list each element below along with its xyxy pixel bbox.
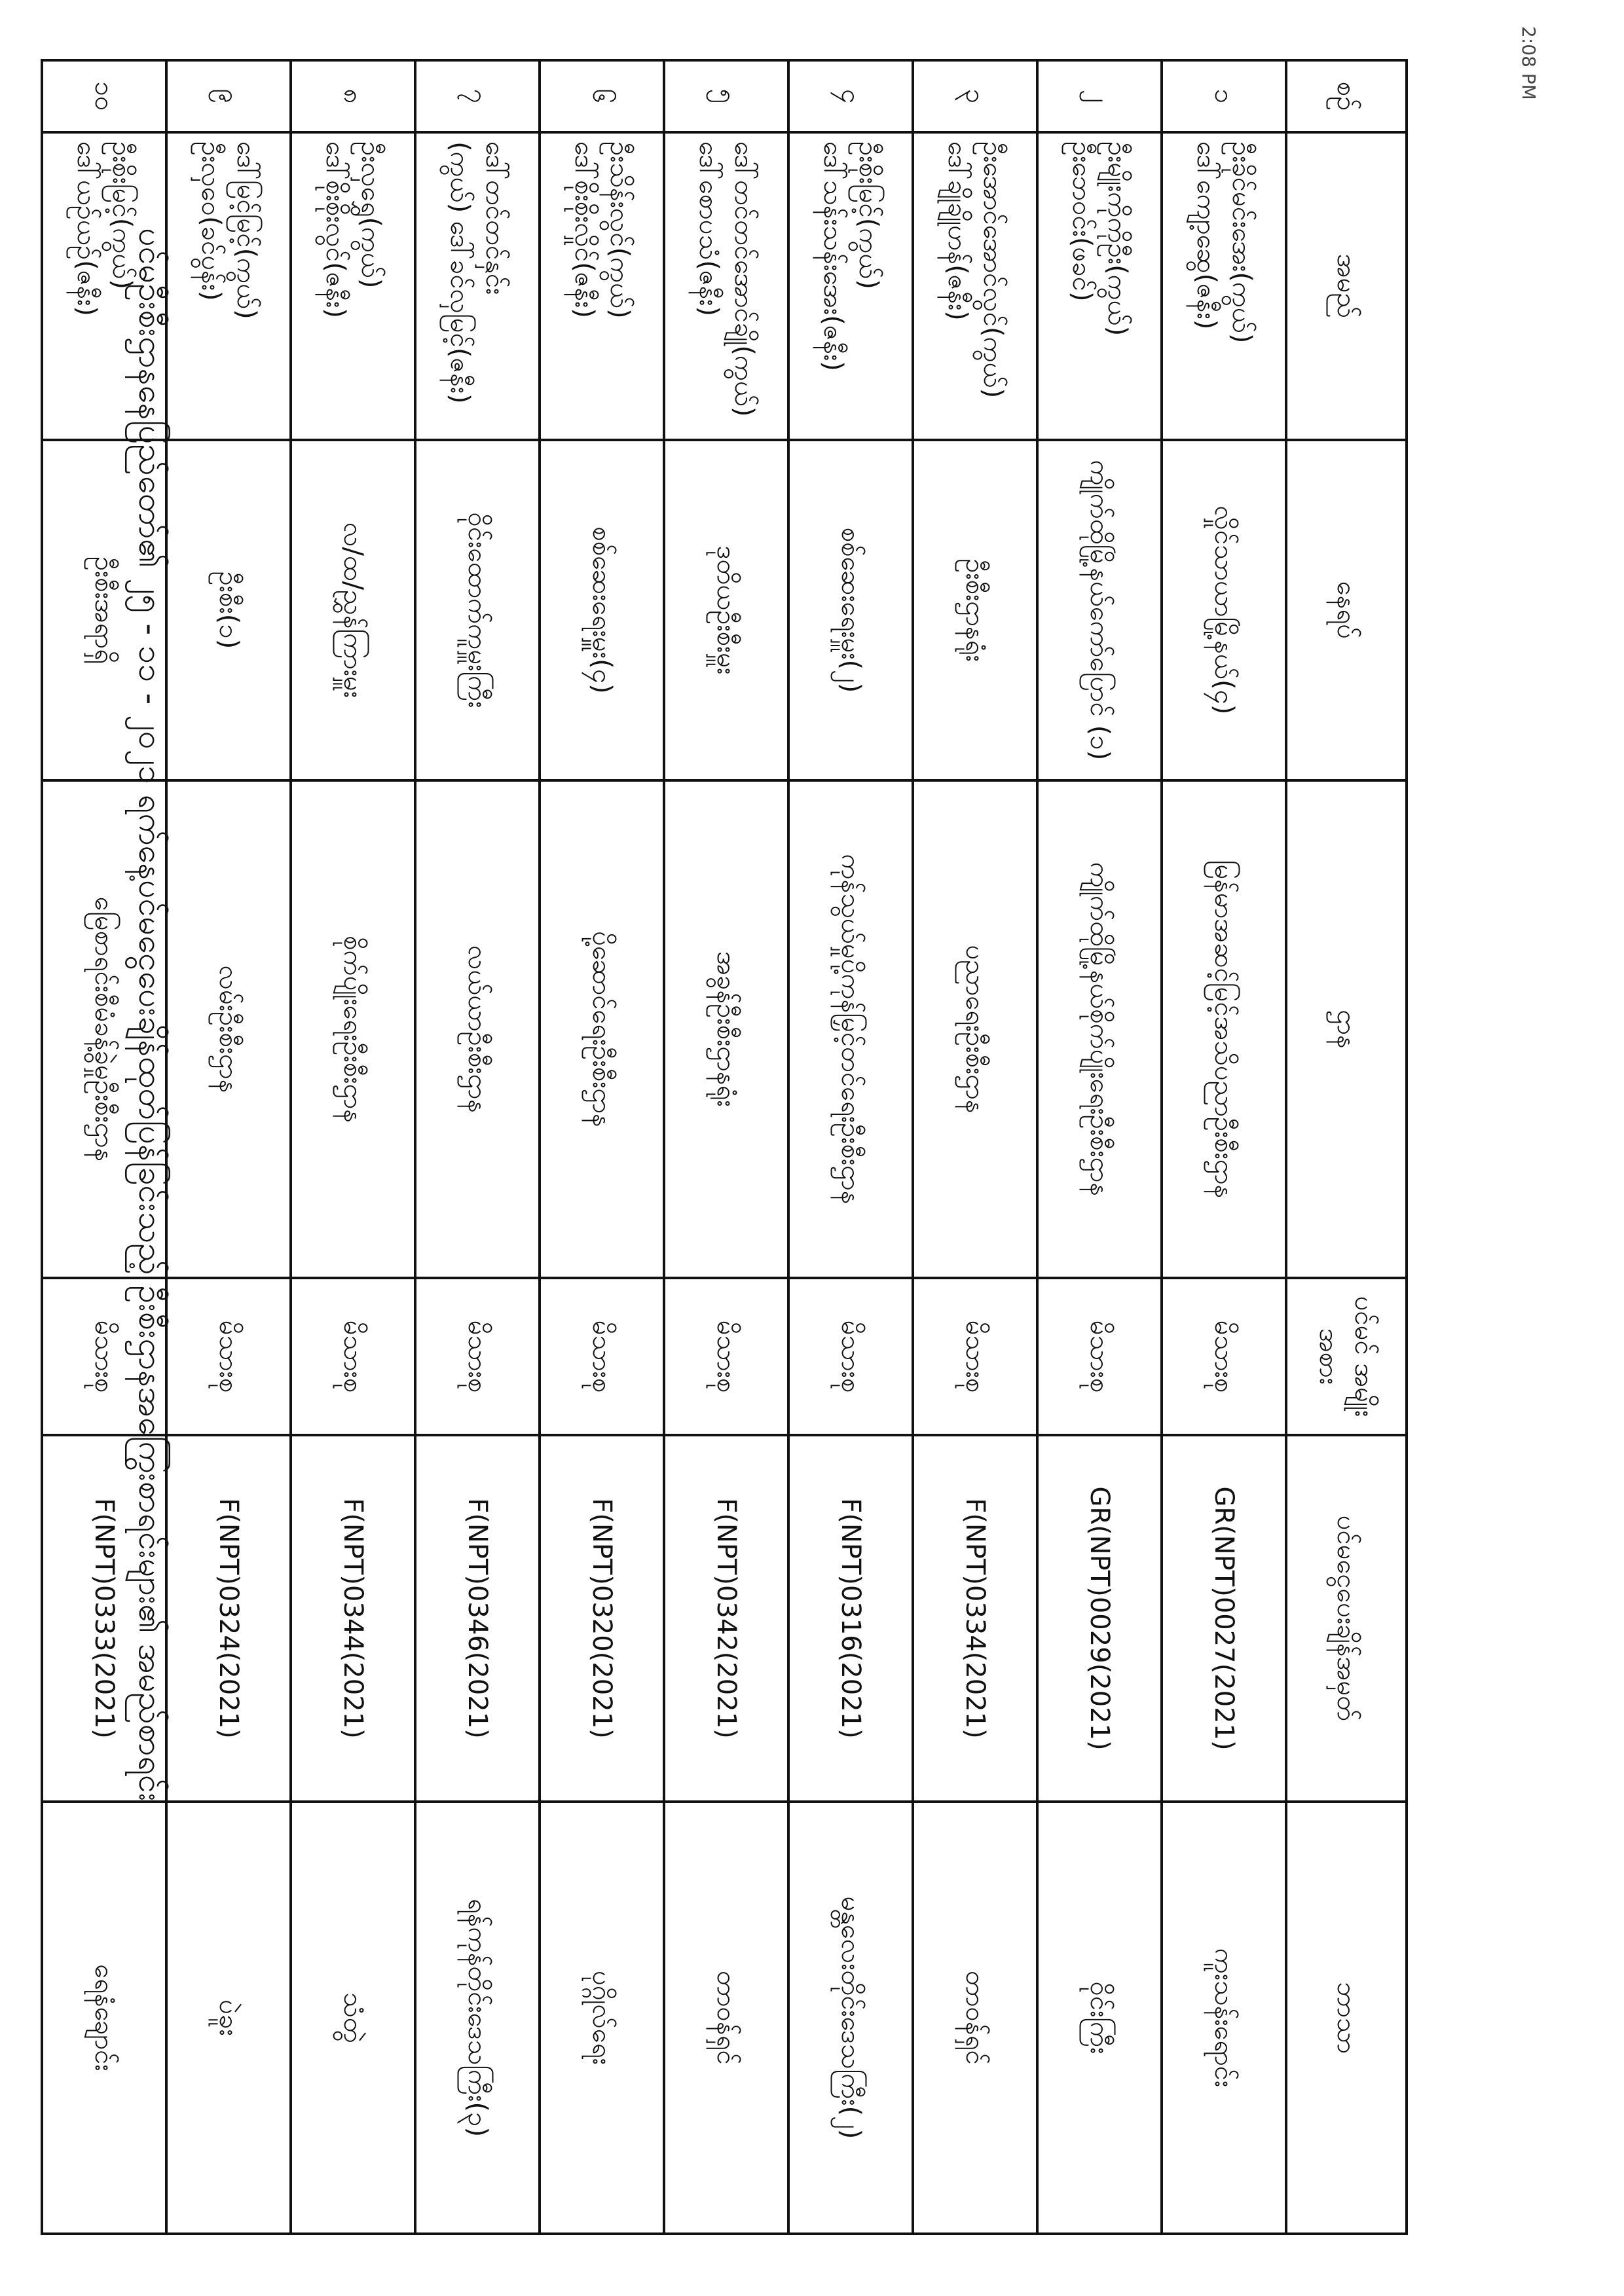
row-school: ပို့ဆောင်ရေးဦးစီးဌာန (540, 780, 664, 1278)
table-row (291, 60, 415, 2234)
row-name-primary: ဦးလှရွှေ(ကွယ်) (356, 141, 386, 289)
row-address: စစ်ဆေးရေးမှူး(၂) (788, 440, 913, 780)
row-no: ၇ (415, 60, 540, 132)
row-school: အခွန်ဦးစီးဌာနရုံး (664, 780, 788, 1278)
row-name (291, 132, 415, 440)
row-grade: မိသားစု (291, 1278, 415, 1435)
row-no: ၆ (540, 60, 664, 132)
row-school: စိုက်ပျိုးရေးဦးစီးဌာန (291, 780, 415, 1278)
row-address: ဦးစီး(၁) (166, 440, 291, 780)
row-name-primary: ဦးခိုင်မင်းအေး(ကွယ်) (1227, 141, 1257, 344)
header-name: အမည် (1286, 132, 1407, 440)
table-row (788, 60, 913, 2234)
row-no: ၃ (913, 60, 1037, 132)
row-name-primary: ဦးစိုးမြင့်(ကွယ်) (107, 141, 137, 289)
row-subject: မန္တလေးတိုင်းဒေသကြီး(၂) (788, 1802, 913, 2234)
row-reg: F(NPT)0316(2021) (788, 1435, 913, 1802)
row-address: ဒုတိယဦးစီးမှူး (664, 440, 788, 780)
row-reg: F(NPT)0344(2021) (291, 1435, 415, 1802)
row-name-secondary: ဒေါ်စိုးစိုးလှိုင်(ဇနီး) (569, 141, 599, 318)
row-school: လမ်းဦးစီးဌာန (166, 780, 291, 1278)
table-header-row (1286, 60, 1407, 2234)
header-subject: ဘာသာ (1286, 1802, 1407, 2234)
row-reg: F(NPT)0320(2021) (540, 1435, 664, 1802)
row-reg: F(NPT)0324(2021) (166, 1435, 291, 1802)
header-school: ဌာန (1286, 780, 1407, 1278)
row-name-secondary: ဒေါ်ချိုချိုဟန်(ဇနီး) (942, 141, 972, 321)
table-row (166, 60, 291, 2234)
row-name-secondary: ဒေါ်စောပသံ(ဇနီး) (693, 141, 724, 317)
row-subject: ဝိုင်းကြီး (1037, 1802, 1162, 2234)
row-subject: ပဲခူး (166, 1802, 291, 2234)
row-grade: မိသားစု (166, 1278, 291, 1435)
row-no: ၅ (664, 60, 788, 132)
row-name (788, 132, 913, 440)
row-name (1037, 132, 1162, 440)
table-row (415, 60, 540, 2234)
row-grade: မိသားစု (788, 1278, 913, 1435)
row-name-primary: ဦးသိန်းလွင်(ကွယ်) (604, 141, 635, 319)
row-no: ၄ (788, 60, 913, 132)
header-no: စဉ် (1286, 60, 1407, 132)
row-address: ဦးစီးဌာနရုံး (913, 440, 1037, 780)
row-grade: မိသားစု (42, 1278, 166, 1435)
header-grade: ပင်မင် အမျိုးအစား (1286, 1278, 1407, 1435)
row-school: မြေစာရင်းစီမံခန့်ခွဲမှုဦးစီးဌာန (42, 780, 166, 1278)
row-address: လ/ထ/ညွှန်ကြားမှူး (291, 440, 415, 780)
row-name-primary: ဦးမျိုးကိုကိုဦး(ကွယ်) (1102, 141, 1132, 337)
row-school: ကုန်သွယ်မှုပို့ကုန်မြှင့်တင်ရေးဦးစီးဌာန (788, 780, 913, 1278)
row-name-secondary: ဦးဘေဝင်း(ဖခင်) (1067, 141, 1097, 302)
row-subject: သံတွဲ (291, 1802, 415, 2234)
row-subject: ရေနံချောင်း (42, 1802, 166, 2234)
table-row (1162, 60, 1286, 2234)
row-no: ၉ (166, 60, 291, 132)
row-subject: တာဝန်ရှင် (913, 1802, 1037, 2234)
row-grade: မိသားစု (540, 1278, 664, 1435)
row-no: ၈ (291, 60, 415, 132)
row-name-primary: ဦးစိုးမြင့်(ကွယ်) (853, 141, 883, 289)
row-grade: မိသားစု (664, 1278, 788, 1435)
row-grade: မိသားစု (1162, 1278, 1286, 1435)
header-reg: ပင်မငွေပေးချိန်အမှတ် (1286, 1435, 1407, 1802)
row-reg: F(NPT)0333(2021) (42, 1435, 166, 1802)
header-address: နေရပ် (1286, 440, 1407, 780)
table-body (42, 60, 1286, 2234)
table-row (664, 60, 788, 2234)
row-name (664, 132, 788, 440)
row-subject: တာဝန်ရှင် (664, 1802, 788, 2234)
row-subject: ကူးသန်းရောင်း (1162, 1802, 1286, 2234)
row-school: လယ်ယာဦးစီးဌာန (415, 780, 540, 1278)
row-address: ကျိုက်ထိုမြို့နယ်ကော်ပြောင် (၁) (1037, 440, 1162, 780)
row-name (1162, 132, 1286, 440)
row-subject: ရန်ကုန်တိုင်းဒေသကြီး(၃) (415, 1802, 540, 2234)
row-name-secondary: ဒေါ်ကျော့ဆွေ(ဇနီး) (1191, 141, 1221, 330)
row-subject: ပုဂ္ဂိုလ်ရေး (540, 1802, 664, 2234)
row-reg: F(NPT)0346(2021) (415, 1435, 540, 1802)
row-no: ၂ (1037, 60, 1162, 132)
row-address: လှိုင်သာယာမြို့နယ်(၄) (1162, 440, 1286, 780)
records-table (41, 59, 1408, 2235)
row-name-secondary: ဒေါ်သန်းသန်းအေး(ဇနီး) (818, 141, 848, 372)
table-row (1037, 60, 1162, 2234)
row-grade: မိသားစု (913, 1278, 1037, 1435)
table-row (42, 60, 166, 2234)
row-reg: F(NPT)0342(2021) (664, 1435, 788, 1802)
row-name (166, 132, 291, 440)
row-reg: GR(NPT)0029(2021) (1037, 1435, 1162, 1802)
row-name-primary: ဒေါ်မြင့်မြင့်(ကွယ်) (231, 141, 261, 319)
row-address: ဝိုင်းထောက်ကူမှူးကြီး (415, 440, 540, 780)
row-address: ဦးစီးအရာရှိ (42, 440, 166, 780)
row-grade: မိသားစု (1037, 1278, 1162, 1435)
row-school: မြန်မာအဆင့်မြင့်အသိပညာဦးစီးဌာန (1162, 780, 1286, 1278)
row-name-secondary: (ကွယ်) ဒေါ်ခင်လှမြင့်(ဇနီး) (445, 141, 475, 404)
row-reg: F(NPT)0334(2021) (913, 1435, 1037, 1802)
row-grade: မိသားစု (415, 1278, 540, 1435)
timestamp: 2:08 PM (1518, 26, 1540, 100)
row-no: ၁ (1162, 60, 1286, 132)
row-name (415, 132, 540, 440)
row-reg: GR(NPT)0027(2021) (1162, 1435, 1286, 1802)
row-name-secondary: ဒေါ်စိုးစိုးလွင်(ဇနီး) (320, 141, 350, 318)
row-name-secondary: ဦးလှဝေ(ခင်ပွန်း) (196, 141, 226, 301)
row-name-secondary: ဒေါ်ယဉ်ယဉ်(ဇနီး) (71, 141, 101, 316)
document-title: ပင်မဦးစီးဌာနနေပြည်တော်၏ ၂၅ - ၁၁ - ၂၀၂၁ ရက်နေ့ပင်မငွေပေးချိန်ထုတ်ပြန်ခြင်းသည့် ဦးစီးဌာနအကြွေးစာရင်းများ၏ အမည်စာရင်း (132, 228, 170, 1802)
row-name (42, 132, 166, 440)
row-name-primary: ဦးအောင်အောင်လွင်(ကွယ်) (978, 141, 1008, 399)
row-name (540, 132, 664, 440)
row-address: စစ်ဆေးရေးမှူး(၄) (540, 440, 664, 780)
row-school: ကျိုက်ထိုမြို့နယ်စိုက်ပျိုးရေးဦးစီးဌာန (1037, 780, 1162, 1278)
row-school: ပညာရေးဦးစီးဌာန (913, 780, 1037, 1278)
row-no: ၁၀ (42, 60, 166, 132)
row-name (913, 132, 1037, 440)
table-row (540, 60, 664, 2234)
row-name-primary: ဒေါ်တင်တင်နှင်း (480, 141, 510, 295)
row-name-primary: ဒေါ်တင်တင်အောင်ချို(ကွယ်) (729, 141, 759, 417)
table-row (913, 60, 1037, 2234)
